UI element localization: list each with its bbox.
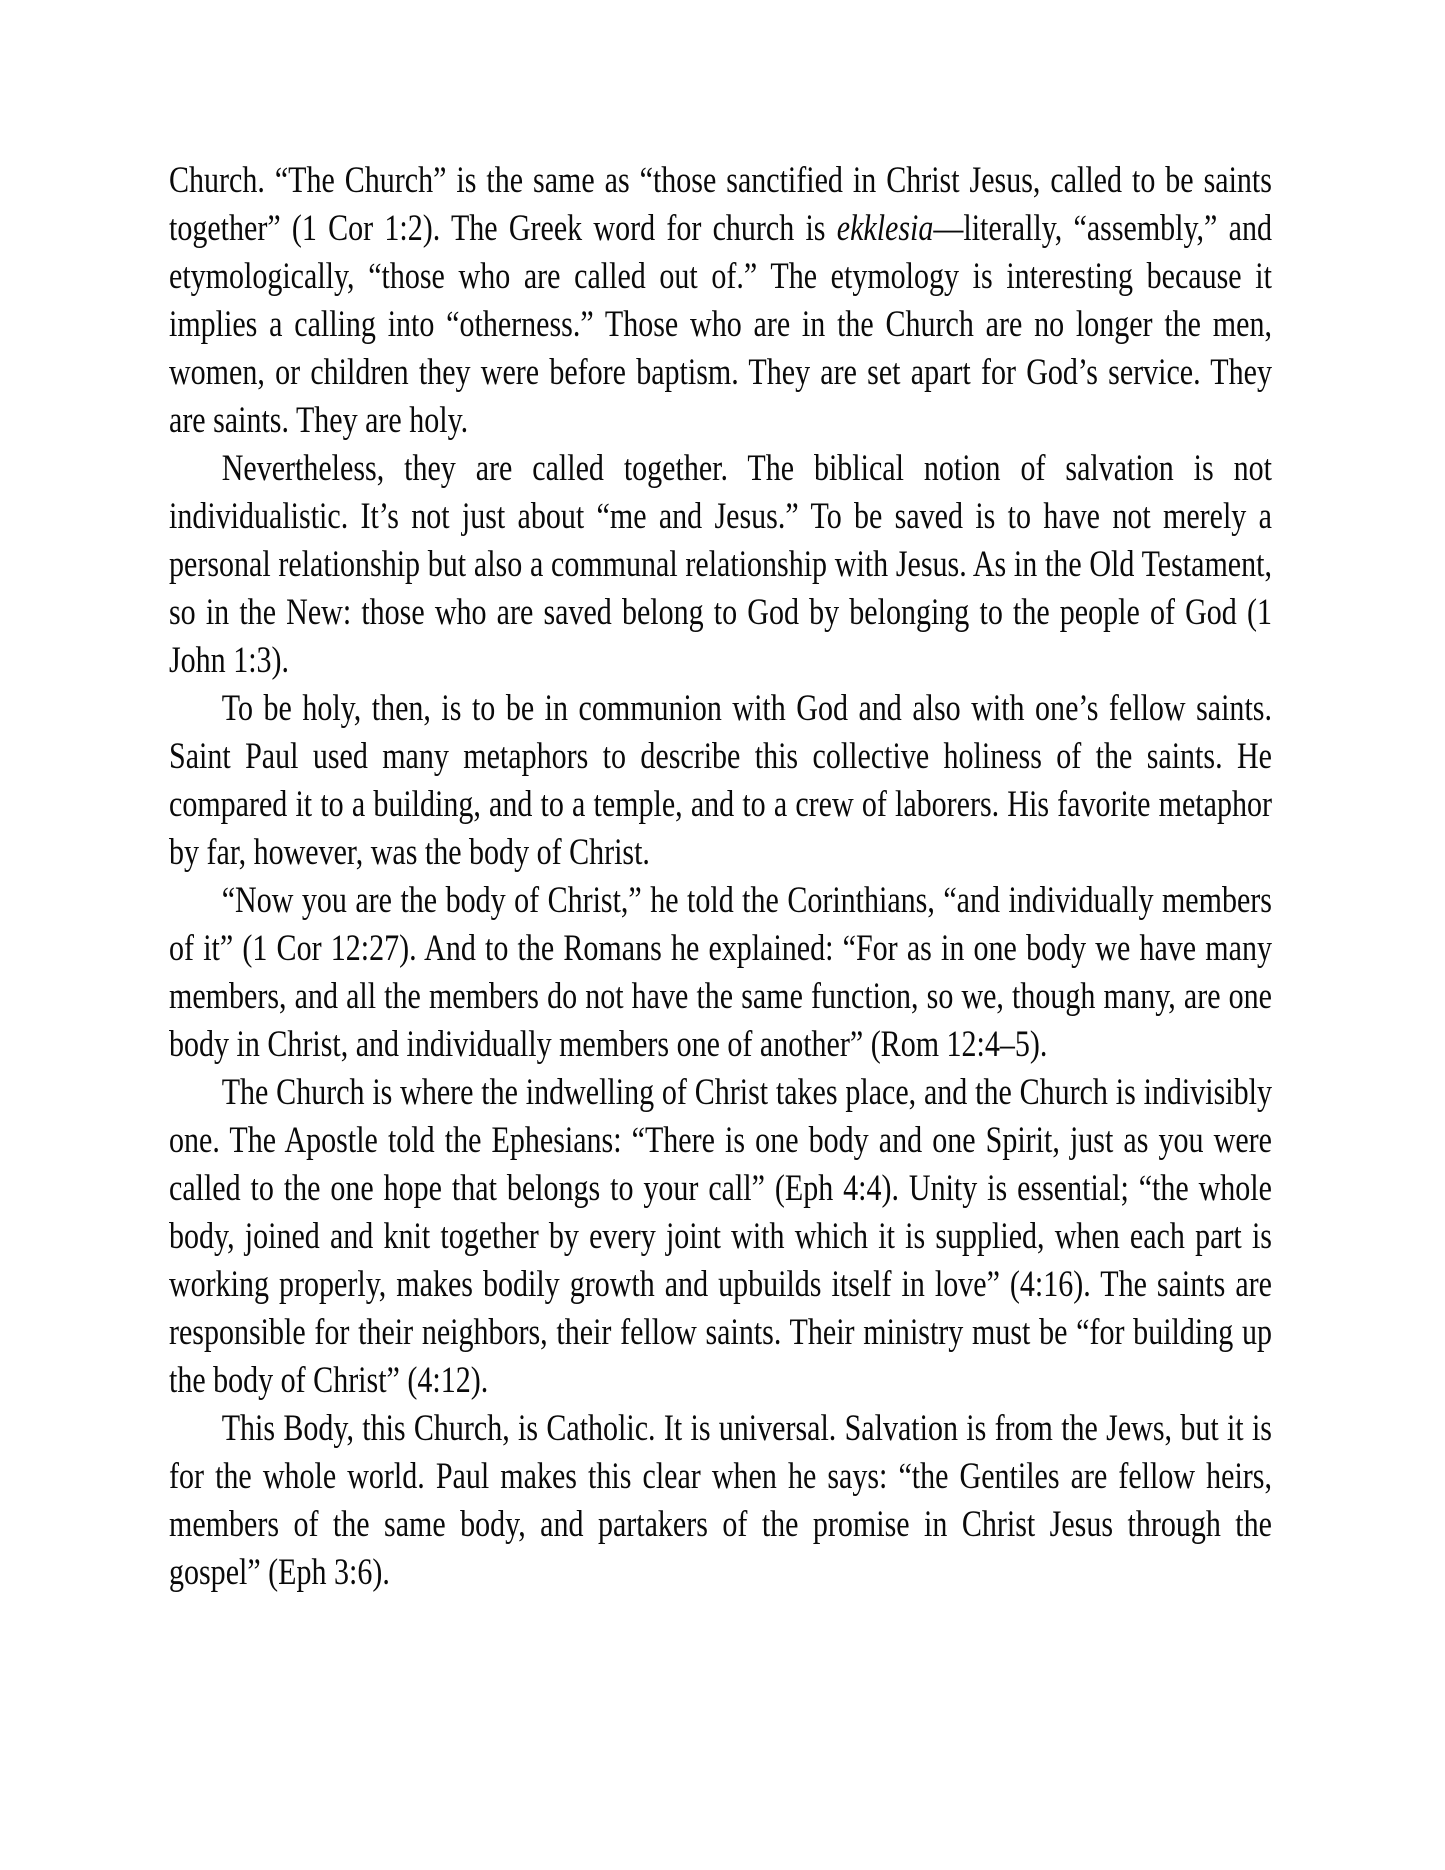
paragraph-1: [169, 157, 1272, 445]
text-run: The Church is where the indwelling of Christ takes place, and the Church is indivisibly one. The Apostle told the Ephesians: “There is one body and one Spirit, just as you were called to the one hope that belongs to your call” (Eph 4:4). Unity is essential; “the whole body, joined and knit together by every joint with which it is supplied, when each part is working properly, makes bodily growth and upbuilds itself in love” (4:16). The saints are responsible for their neighbors, their fellow saints. Their ministry must be “for building up the body of Christ” (4:12).: [169, 1072, 1272, 1401]
text-run: —literally, “assembly,” and etymologically, “those who are called out of.” The etymology is interesting because it implies a calling into “otherness.” Those who are in the Church are no longer the men, women, or children they were before baptism. They are set apart for God’s service. They are saints. They are holy.: [169, 208, 1272, 441]
text-run: “Now you are the body of Christ,” he told the Corinthians, “and individually members of it” (1 Cor 12:27). And to the Romans he explained: “For as in one body we have many members, and all the members do not have the same function, so we, though many, are one body in Christ, and individually members one of another” (Rom 12:4–5).: [169, 880, 1272, 1065]
text-run: Church. “The Church” is the same as “those sanctified in Christ Jesus, called to be saints together” (1 Cor 1:2). The Greek word for church is: [169, 160, 1272, 249]
paragraph-4: [169, 877, 1272, 1069]
text-run: Nevertheless, they are called together. The biblical notion of salvation is not individualistic. It’s not just about “me and Jesus.” To be saved is to have not merely a personal relationship but also a communal relationship with Jesus. As in the Old Testament, so in the New: those who are saved belong to God by belonging to the people of God (1 John 1:3).: [169, 448, 1272, 681]
paragraph-5: [169, 1069, 1272, 1405]
page-body-text: [169, 157, 1272, 1597]
paragraph-3: [169, 685, 1272, 877]
text-run: This Body, this Church, is Catholic. It is universal. Salvation is from the Jews, but it is for the whole world. Paul makes this clear when he says: “the Gentiles are fellow heirs, members of the same body, and partakers of the promise in Christ Jesus through the gospel” (Eph 3:6).: [169, 1408, 1272, 1593]
text-run: To be holy, then, is to be in communion with God and also with one’s fellow saints. Saint Paul used many metaphors to describe this collective holiness of the saints. He compared it to a building, and to a temple, and to a crew of laborers. His favorite metaphor by far, however, was the body of Christ.: [169, 688, 1272, 873]
paragraph-6: [169, 1405, 1272, 1597]
paragraph-2: [169, 445, 1272, 685]
italic-text-run: ekklesia: [836, 208, 934, 249]
